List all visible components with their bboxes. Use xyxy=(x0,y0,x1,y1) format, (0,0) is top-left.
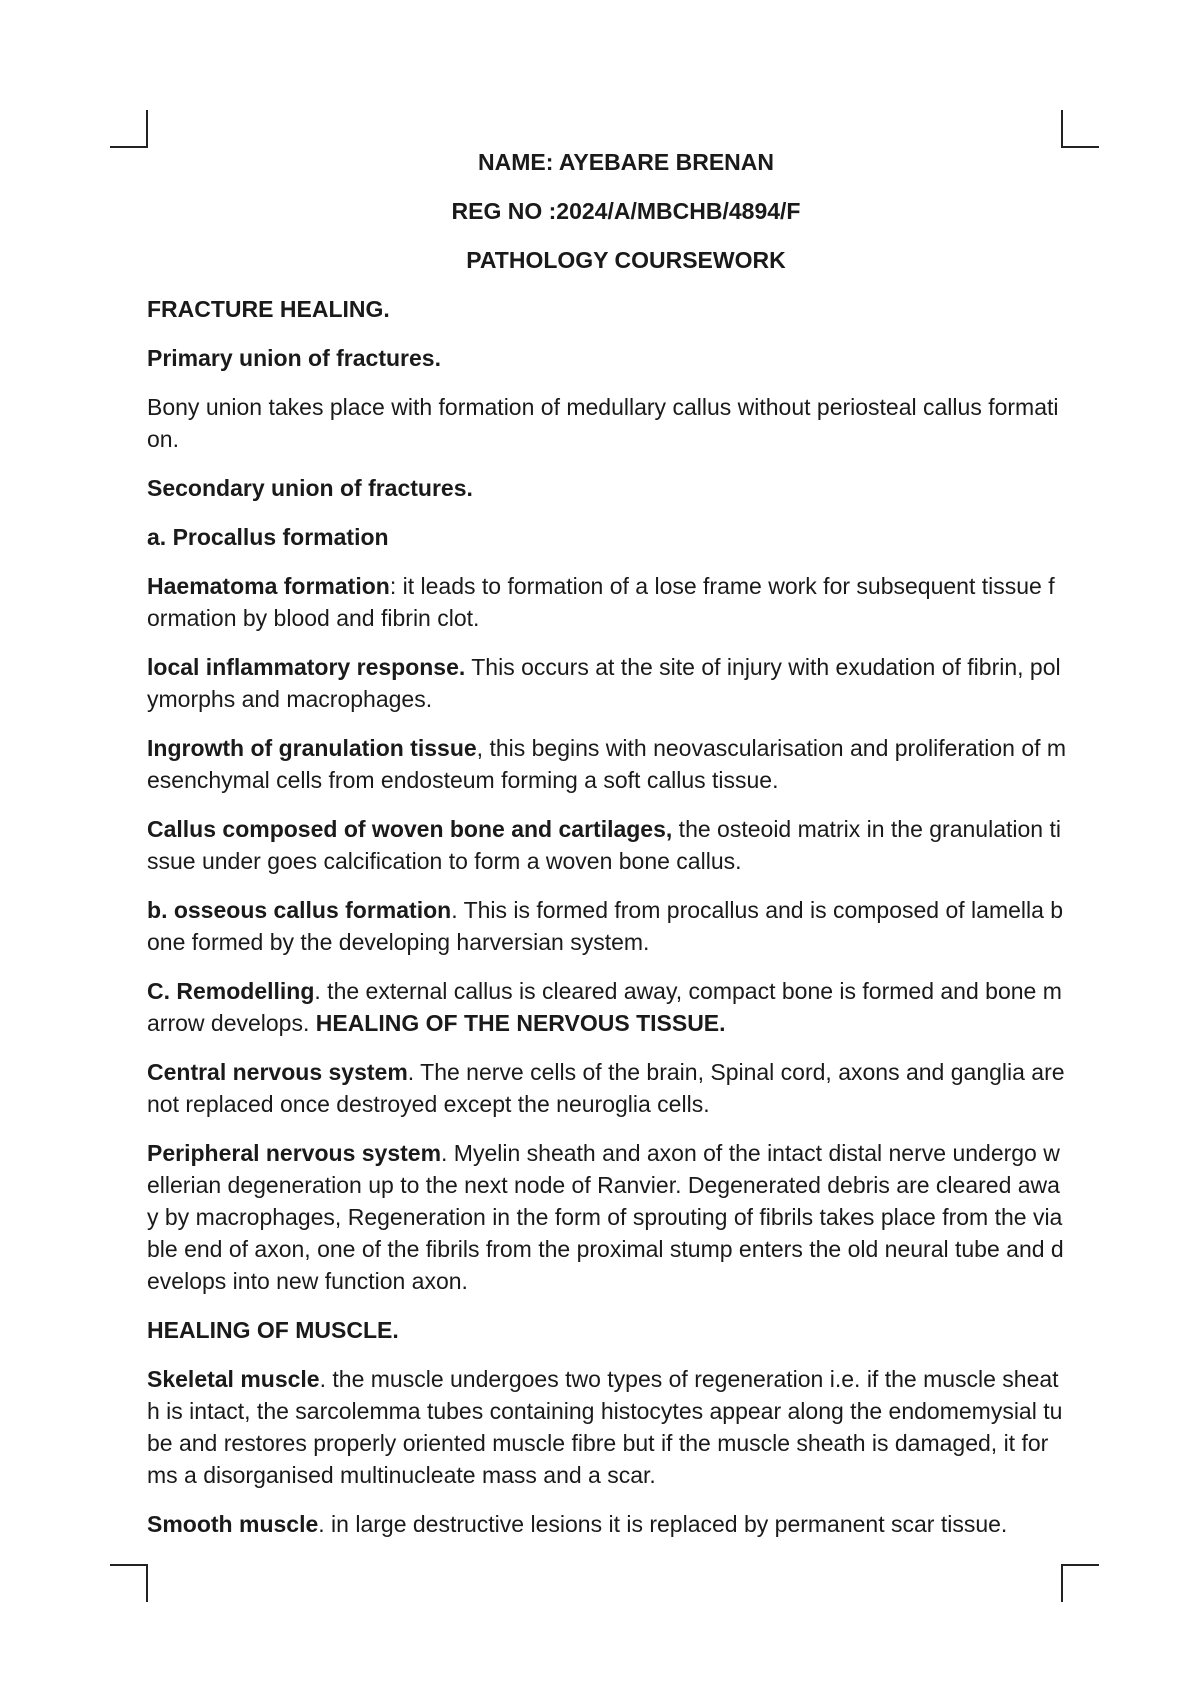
callus-label: Callus composed of woven bone and cartilages, xyxy=(147,816,673,842)
granulation-label: Ingrowth of granulation tissue xyxy=(147,735,477,761)
nervous-tissue-heading: HEALING OF THE NERVOUS TISSUE. xyxy=(315,1010,726,1036)
inflammatory-label: local inflammatory response. xyxy=(147,654,466,680)
inflammatory-paragraph xyxy=(147,651,1067,715)
muscle-healing-heading: HEALING OF MUSCLE. xyxy=(147,1317,399,1343)
pns-text: . Myelin sheath and axon of the intact distal nerve undergo wellerian degeneration up to the next node of Ranvier. Degenerated debris are cleared away by macrophages, Regeneration in the form of sprouting of fibrils takes place from the viable end of axon, one of the fibrils from the proximal stump enters the old neural tube and develops into new function axon. xyxy=(147,1140,1064,1294)
granulation-text: , this begins with neovascularisation and proliferation of mesenchymal cells from endosteum forming a soft callus tissue. xyxy=(147,735,1067,793)
osseous-prefix: b xyxy=(147,897,162,923)
crop-mark-top-left xyxy=(110,110,148,148)
secondary-union-heading: Secondary union of fractures. xyxy=(147,475,473,501)
remodelling-paragraph xyxy=(147,975,1067,1039)
smooth-muscle-label: Smooth muscle xyxy=(147,1511,319,1537)
skeletal-muscle-text: . the muscle undergoes two types of regeneration i.e. if the muscle sheath is intact, the sarcolemma tubes containing histocytes appear along the endomemysial tube and restores properly oriented muscle fibre but if the muscle sheath is damaged, it forms a disorganised multinucleate mass and a scar. xyxy=(147,1366,1063,1488)
remodelling-label: C. Remodelling xyxy=(147,978,315,1004)
pns-label: Peripheral nervous system xyxy=(147,1140,442,1166)
crop-mark-top-right xyxy=(1061,110,1099,148)
cns-label: Central nervous system xyxy=(147,1059,408,1085)
skeletal-muscle-paragraph xyxy=(147,1363,1067,1491)
skeletal-muscle-label: Skeletal muscle xyxy=(147,1366,320,1392)
primary-union-text: Bony union takes place with formation of medullary callus without periosteal callus formation. xyxy=(147,394,1059,452)
registration-number: REG NO :2024/A/MBCHB/4894/F xyxy=(451,198,801,224)
document-page xyxy=(147,146,1067,1557)
smooth-muscle-text: . in large destructive lesions it is replaced by permanent scar tissue. xyxy=(318,1511,1008,1537)
haematoma-paragraph xyxy=(147,570,1067,634)
fracture-healing-heading: FRACTURE HEALING. xyxy=(147,296,390,322)
pns-paragraph xyxy=(147,1137,1067,1297)
coursework-title: PATHOLOGY COURSEWORK xyxy=(466,247,786,273)
osseous-text: . This is formed from procallus and is composed of lamella bone formed by the developing harversian system. xyxy=(147,897,1064,955)
callus-paragraph xyxy=(147,813,1067,877)
haematoma-label: Haematoma formation xyxy=(147,573,390,599)
callus-text: the osteoid matrix in the granulation tissue under goes calcification to form a woven bone callus. xyxy=(147,816,1061,874)
remodelling-text: . the external callus is cleared away, compact bone is formed and bone marrow develops. xyxy=(147,978,1062,1036)
crop-mark-bottom-left xyxy=(110,1564,148,1602)
haematoma-text: : it leads to formation of a lose frame work for subsequent tissue formation by blood and fibrin clot. xyxy=(147,573,1055,631)
primary-union-heading: Primary union of fractures. xyxy=(147,345,441,371)
student-name: NAME: AYEBARE BRENAN xyxy=(477,149,775,175)
cns-paragraph xyxy=(147,1056,1067,1120)
procallus-heading: a. Procallus formation xyxy=(147,524,389,550)
cns-text: . The nerve cells of the brain, Spinal cord, axons and ganglia are not replaced once destroyed except the neuroglia cells. xyxy=(147,1059,1065,1117)
granulation-paragraph xyxy=(147,732,1067,796)
osseous-label: . osseous callus formation xyxy=(161,897,452,923)
inflammatory-text: This occurs at the site of injury with exudation of fibrin, polymorphs and macrophages. xyxy=(147,654,1061,712)
crop-mark-bottom-right xyxy=(1061,1564,1099,1602)
smooth-muscle-paragraph xyxy=(147,1508,1067,1540)
osseous-paragraph xyxy=(147,894,1067,958)
